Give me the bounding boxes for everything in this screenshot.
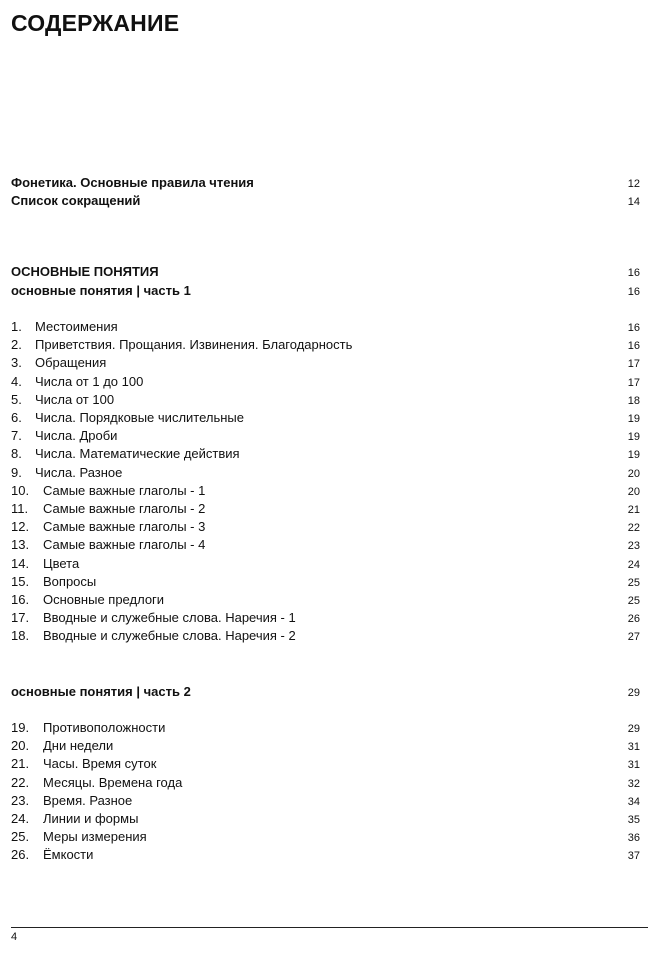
toc-item-page: 29 bbox=[627, 723, 640, 735]
toc-item-number: 7. bbox=[11, 428, 22, 444]
toc-item-text: Время. Разное bbox=[43, 792, 133, 808]
toc-item-page: 19 bbox=[627, 431, 640, 444]
toc-item-number: 15. bbox=[11, 573, 30, 589]
toc-part-page: 29 bbox=[627, 687, 640, 699]
toc-list-item[interactable] bbox=[11, 445, 640, 463]
toc-list-item[interactable] bbox=[11, 409, 640, 427]
toc-item-label bbox=[11, 555, 628, 573]
toc-item-label bbox=[11, 318, 628, 336]
toc-item-page: 21 bbox=[627, 504, 640, 516]
toc-item-label bbox=[11, 755, 628, 773]
toc-part2-heading[interactable] bbox=[11, 683, 640, 701]
toc-list-item[interactable] bbox=[11, 500, 640, 518]
toc-list-item[interactable] bbox=[11, 774, 640, 792]
toc-item-label bbox=[11, 719, 628, 737]
toc-item-text: Самые важные глаголы - 1 bbox=[43, 482, 206, 498]
toc-list-item[interactable] bbox=[11, 427, 640, 445]
toc-list-item[interactable] bbox=[11, 336, 640, 354]
toc-item-text: Числа. Дроби bbox=[35, 428, 118, 444]
toc-item-number: 9. bbox=[11, 464, 22, 480]
toc-item-label bbox=[11, 846, 628, 864]
toc-item-label bbox=[11, 482, 628, 500]
toc-item-label bbox=[11, 810, 628, 828]
toc-item-page: 16 bbox=[627, 322, 640, 334]
toc-item-text: Самые важные глаголы - 4 bbox=[43, 537, 206, 553]
toc-item-text: Числа. Порядковые числительные bbox=[35, 410, 245, 425]
toc-item-text: Основные предлоги bbox=[43, 592, 165, 607]
toc-item-label bbox=[11, 627, 628, 645]
toc-item-text: Самые важные глаголы - 3 bbox=[43, 519, 206, 535]
toc-list-item[interactable] bbox=[11, 573, 640, 591]
toc-item-page: 17 bbox=[627, 358, 640, 371]
toc-item-page: 17 bbox=[627, 376, 640, 389]
toc-item-number: 2. bbox=[11, 337, 22, 353]
toc-item-page: 36 bbox=[627, 832, 640, 845]
toc-item-label bbox=[11, 409, 628, 427]
toc-item-page: 19 bbox=[627, 413, 640, 425]
toc-list-item[interactable] bbox=[11, 737, 640, 755]
toc-list-item[interactable] bbox=[11, 518, 640, 536]
toc-item-page: 20 bbox=[627, 485, 640, 498]
toc-list-item[interactable] bbox=[11, 555, 640, 573]
page-title: СОДЕРЖАНИЕ bbox=[11, 10, 180, 36]
toc-item-number: 10. bbox=[11, 482, 30, 498]
toc-item-label bbox=[11, 737, 628, 755]
toc-item-number: 18. bbox=[11, 628, 30, 644]
toc-entry-phonetics[interactable] bbox=[11, 174, 640, 192]
toc-item-number: 13. bbox=[11, 537, 30, 553]
toc-list-item[interactable] bbox=[11, 719, 640, 737]
toc-item-text: Месяцы. Времена года bbox=[43, 774, 183, 790]
toc-item-text: Местоимения bbox=[35, 319, 118, 334]
toc-item-text: Числа. Математические действия bbox=[35, 446, 240, 462]
toc-item-number: 21. bbox=[11, 756, 30, 772]
toc-entry-label: Список сокращений bbox=[11, 193, 141, 208]
footer-divider bbox=[11, 927, 648, 928]
toc-part-label: основные понятия | часть 2 bbox=[11, 684, 191, 699]
toc-item-text: Меры измерения bbox=[43, 829, 147, 845]
toc-item-text: Вводные и служебные слова. Наречия - 1 bbox=[43, 610, 296, 626]
toc-item-label bbox=[11, 500, 628, 518]
toc-item-text: Вопросы bbox=[43, 573, 97, 589]
toc-item-text: Обращения bbox=[35, 355, 107, 371]
toc-list-item[interactable] bbox=[11, 354, 640, 372]
toc-item-page: 24 bbox=[627, 558, 640, 571]
toc-item-text: Числа от 100 bbox=[35, 391, 115, 407]
toc-item-number: 4. bbox=[11, 373, 22, 389]
toc-item-text: Противоположности bbox=[43, 720, 166, 735]
toc-item-number: 22. bbox=[11, 774, 30, 790]
toc-item-label bbox=[11, 591, 628, 609]
toc-section-heading[interactable] bbox=[11, 263, 640, 281]
toc-item-label bbox=[11, 792, 628, 810]
toc-item-number: 8. bbox=[11, 446, 22, 462]
toc-item-number: 12. bbox=[11, 519, 30, 535]
toc-item-page: 35 bbox=[627, 814, 640, 826]
toc-list-item[interactable] bbox=[11, 846, 640, 864]
toc-list-item[interactable] bbox=[11, 464, 640, 482]
toc-item-number: 26. bbox=[11, 847, 30, 863]
toc-list-item[interactable] bbox=[11, 391, 640, 409]
toc-item-text: Числа. Разное bbox=[35, 464, 123, 480]
toc-entry-abbreviations[interactable] bbox=[11, 192, 640, 210]
toc-item-page: 31 bbox=[627, 741, 640, 754]
toc-item-text: Дни недели bbox=[43, 738, 114, 754]
toc-item-page: 22 bbox=[627, 522, 640, 535]
toc-item-label bbox=[11, 445, 628, 463]
toc-item-label bbox=[11, 464, 628, 482]
toc-list-item[interactable] bbox=[11, 482, 640, 500]
toc-list-item[interactable] bbox=[11, 792, 640, 810]
toc-item-text: Приветствия. Прощания. Извинения. Благодарность bbox=[35, 337, 353, 353]
toc-item-number: 19. bbox=[11, 720, 30, 735]
toc-item-page: 25 bbox=[627, 576, 640, 589]
toc-list-item[interactable] bbox=[11, 609, 640, 627]
toc-item-page: 20 bbox=[627, 467, 640, 480]
toc-part-label: основные понятия | часть 1 bbox=[11, 283, 191, 298]
toc-item-number: 17. bbox=[11, 610, 30, 626]
toc-item-page: 19 bbox=[627, 449, 640, 462]
toc-item-number: 6. bbox=[11, 410, 22, 425]
toc-item-page: 16 bbox=[627, 340, 640, 353]
toc-item-number: 14. bbox=[11, 555, 30, 571]
toc-item-label bbox=[11, 391, 628, 409]
toc-item-label bbox=[11, 536, 628, 554]
toc-list-item[interactable] bbox=[11, 536, 640, 554]
toc-item-number: 1. bbox=[11, 319, 22, 334]
toc-item-number: 11. bbox=[11, 501, 29, 516]
toc-item-page: 26 bbox=[627, 613, 640, 626]
toc-item-label bbox=[11, 828, 628, 846]
toc-item-number: 23. bbox=[11, 792, 30, 808]
toc-item-number: 5. bbox=[11, 391, 22, 407]
toc-item-page: 18 bbox=[627, 394, 640, 407]
toc-list-item[interactable] bbox=[11, 828, 640, 846]
footer-page-number: 4 bbox=[11, 931, 18, 943]
toc-entry-page: 14 bbox=[627, 196, 640, 208]
toc-item-text: Ёмкости bbox=[43, 847, 94, 863]
toc-item-label bbox=[11, 573, 628, 591]
toc-item-page: 23 bbox=[627, 540, 640, 553]
toc-section-label: ОСНОВНЫЕ ПОНЯТИЯ bbox=[11, 264, 159, 279]
toc-item-page: 25 bbox=[627, 595, 640, 607]
toc-part1-heading[interactable] bbox=[11, 282, 640, 300]
toc-item-page: 37 bbox=[627, 850, 640, 863]
toc-item-text: Цвета bbox=[43, 555, 80, 571]
toc-item-label bbox=[11, 336, 628, 354]
toc-item-number: 16. bbox=[11, 592, 30, 607]
toc-item-label bbox=[11, 518, 628, 536]
toc-list-item[interactable] bbox=[11, 373, 640, 391]
toc-list-item[interactable] bbox=[11, 755, 640, 773]
toc-item-label bbox=[11, 774, 628, 792]
toc-item-number: 20. bbox=[11, 738, 30, 754]
toc-entry-page: 12 bbox=[627, 178, 640, 190]
toc-item-page: 27 bbox=[627, 631, 640, 644]
toc-item-page: 34 bbox=[627, 795, 640, 808]
toc-item-page: 32 bbox=[627, 777, 640, 790]
toc-section-page: 16 bbox=[627, 267, 640, 279]
toc-item-number: 25. bbox=[11, 829, 30, 845]
toc-item-text: Вводные и служебные слова. Наречия - 2 bbox=[43, 628, 296, 644]
toc-part-page: 16 bbox=[627, 286, 640, 298]
toc-item-text: Самые важные глаголы - 2 bbox=[43, 501, 206, 516]
toc-entry-label: Фонетика. Основные правила чтения bbox=[11, 175, 254, 190]
toc-item-text: Числа от 1 до 100 bbox=[35, 373, 144, 389]
toc-item-number: 3. bbox=[11, 355, 22, 371]
toc-item-text: Линии и формы bbox=[43, 811, 139, 826]
toc-list-item[interactable] bbox=[11, 318, 640, 336]
toc-item-label bbox=[11, 427, 628, 445]
toc-list-item[interactable] bbox=[11, 627, 640, 645]
toc-item-label bbox=[11, 373, 628, 391]
toc-item-text: Часы. Время суток bbox=[43, 756, 157, 772]
toc-list-item[interactable] bbox=[11, 591, 640, 609]
toc-item-label bbox=[11, 609, 628, 627]
toc-list-item[interactable] bbox=[11, 810, 640, 828]
toc-item-label bbox=[11, 354, 628, 372]
toc-item-page: 31 bbox=[627, 759, 640, 772]
toc-item-number: 24. bbox=[11, 811, 30, 826]
